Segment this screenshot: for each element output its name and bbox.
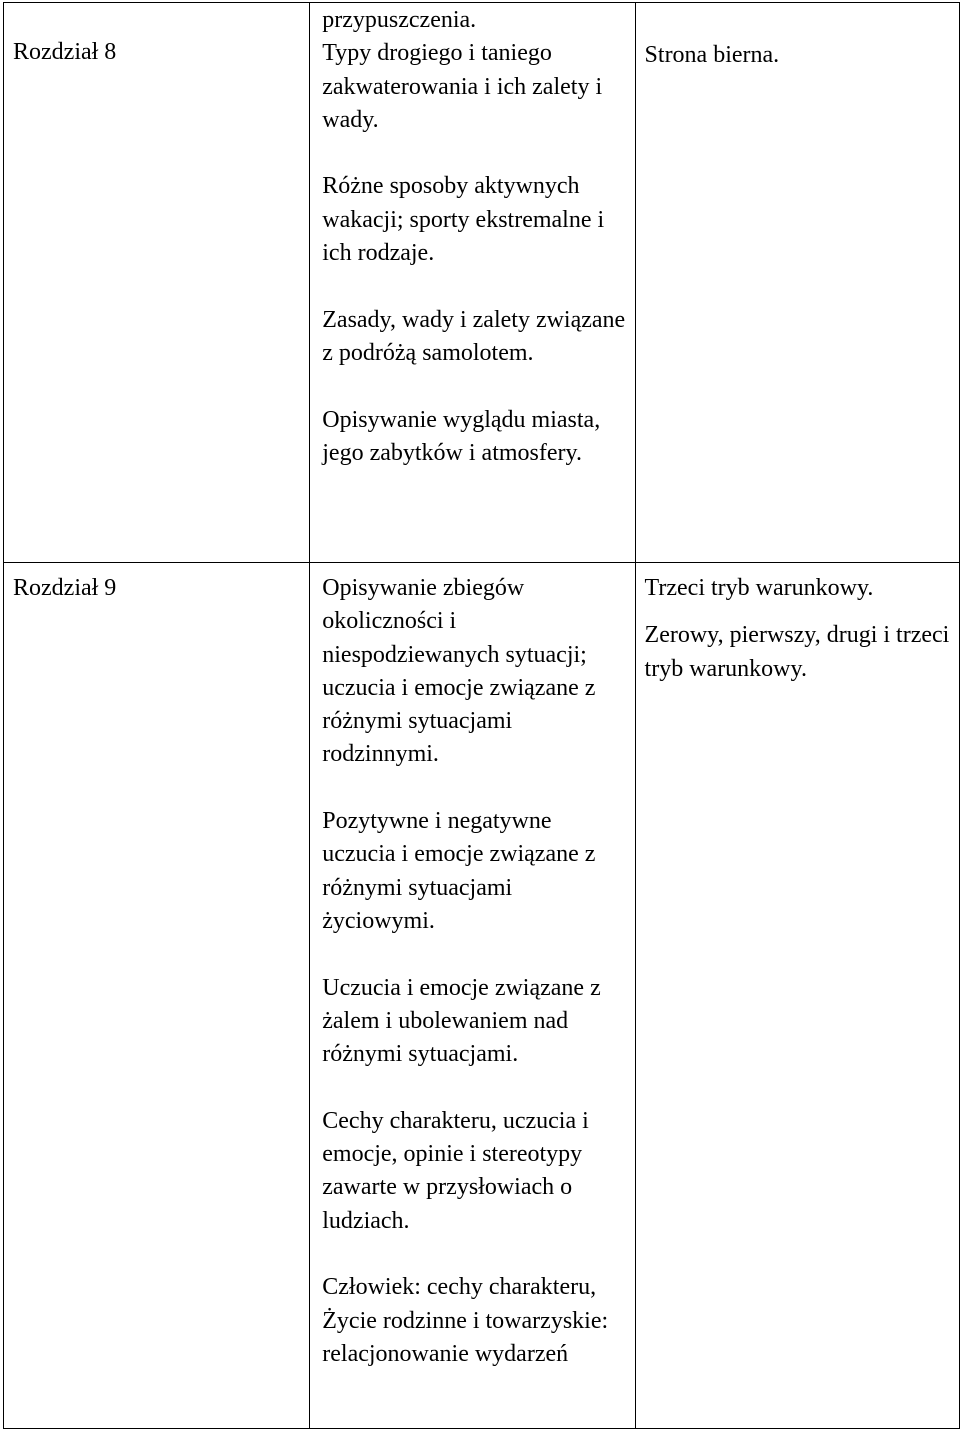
topic-paragraph: Cechy charakteru, uczucia i emocje, opinie i stereotypy zawarte w przysłowiach o ludziach. (322, 1107, 589, 1234)
chapter-cell (4, 3, 310, 563)
chapter-cell (4, 563, 310, 1429)
grammar-item: Trzeci tryb warunkowy. (644, 575, 874, 601)
topic-paragraph: Uczucia i emocje związane z żalem i ubolewaniem nad różnymi sytuacjami. (322, 974, 601, 1068)
topics-cell (310, 563, 635, 1429)
topic-paragraph: Opisywanie wyglądu miasta, jego zabytków i atmosfery. (322, 406, 601, 466)
grammar-item: Zerowy, pierwszy, drugi i trzeci tryb warunkowy. (644, 622, 950, 682)
topics-list (322, 4, 630, 470)
grammar-cell (635, 3, 959, 563)
grammar-list (645, 39, 959, 72)
grammar-list (645, 572, 959, 686)
topic-paragraph: Zasady, wady i zalety związane z podróżą samolotem. (322, 306, 626, 366)
chapter-label: Rozdział 8 (13, 39, 117, 65)
table-row-chapter-9 (4, 563, 960, 1429)
grammar-cell (635, 563, 959, 1429)
topic-paragraph: Pozytywne i negatywne uczucia i emocje związane z różnymi sytuacjami życiowymi. (322, 808, 596, 934)
curriculum-table (3, 2, 960, 1429)
topics-list (322, 572, 630, 1371)
topic-paragraph: Różne sposoby aktywnych wakacji; sporty ekstremalne i ich rodzaje. (322, 173, 605, 267)
grammar-item: Strona bierna. (644, 42, 780, 68)
chapter-label: Rozdział 9 (13, 575, 117, 601)
topic-paragraph: Opisywanie zbiegów okoliczności i niespodziewanych sytuacji; uczucia i emocje związane z różnymi sytuacjami rodzinnymi. (322, 575, 596, 768)
table-row-chapter-8 (4, 3, 960, 563)
topics-cell (310, 3, 635, 563)
topic-paragraph: przypuszczenia. Typy drogiego i taniego zakwaterowania i ich zalety i wady. (322, 7, 603, 133)
topic-paragraph: Człowiek: cechy charakteru, Życie rodzinne i towarzyskie: relacjonowanie wydarzeń (322, 1274, 609, 1367)
